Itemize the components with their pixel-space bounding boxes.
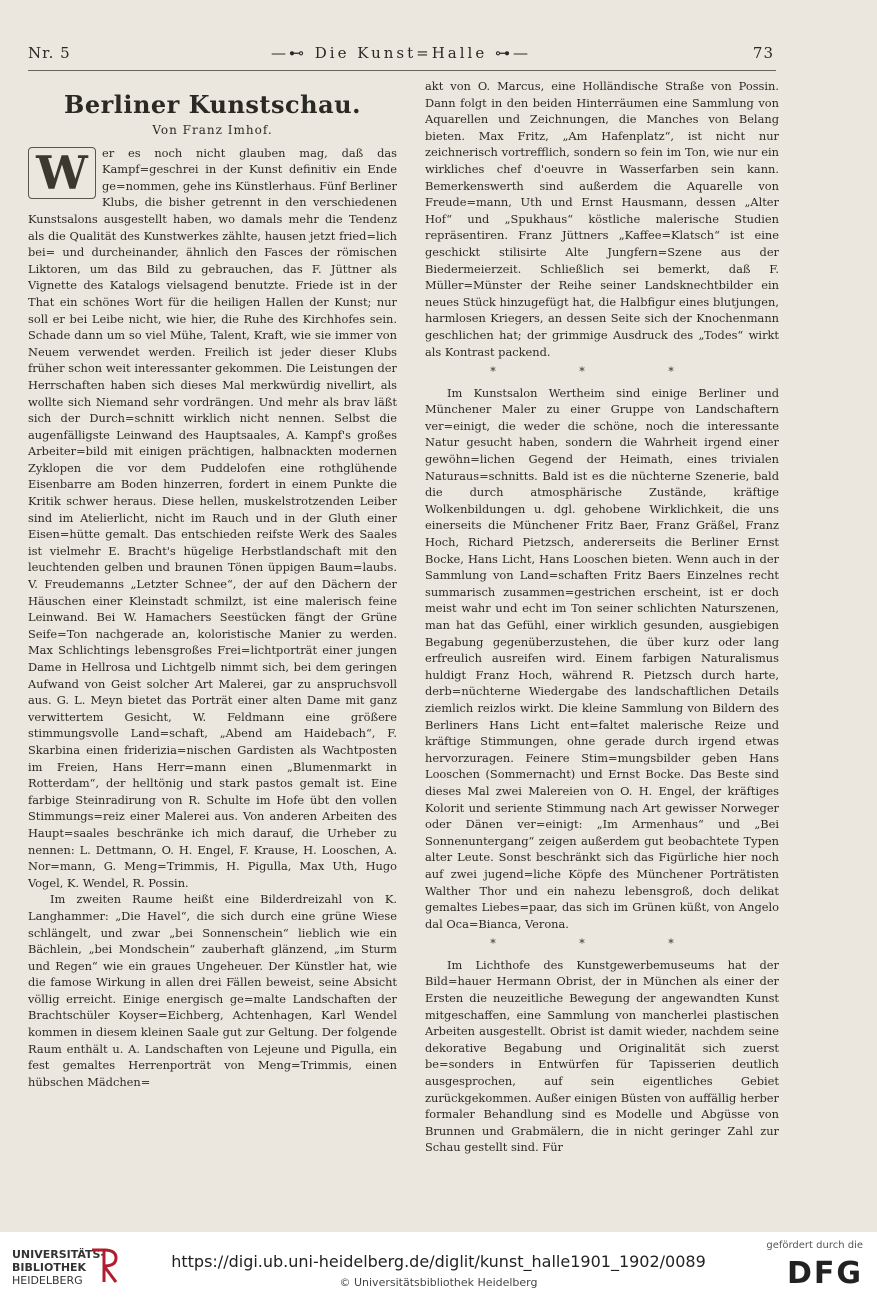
header-rule (28, 70, 776, 71)
article-title: Berliner Kunstschau. (64, 90, 361, 119)
funder-label: gefördert durch die (766, 1240, 863, 1251)
paragraph: Im Kunstsalon Wertheim sind einige Berliner und Münchener Maler zu einer Gruppe von Landschaftern ver=einigt, die weder die schöne, noch die interessante Natur gesucht haben, sondern die Wahrheit irgend einer gewöhn=lichen Gegend der Heimath, eines trivialen Naturaus=schnitts. Bald ist es die nüchterne Szenerie, bald die durch atmosphärische Zustände, kräftige Wolkenbildungen u. dgl. gehobene Wirklichkeit, die uns einerseits die Münchener Fritz Baer, Franz Gräßel, Franz Hoch, Richard Pietzsch, andererseits die Berliner Ernst Bocke, Hans Licht, Hans Looschen bieten. Wenn auch in der Sammlung von Land=schaften Fritz Baers Einzelnes recht summarisch zusammen=gestrichen erscheint, ist er doch meist wahr und echt im Ton seiner schlichten Naturszenen, man hat das Gefühl, einer wirklich gesunden, ausgiebigen Begabung gegenüberzustehen, die über kurz oder lang erfreulich ausreifen wird. Einem farbigen Naturalismus huldigt Franz Hoch, während R. Pietzsch durch harte, derb=nüchterne Wiedergabe des landschaftlichen Details ziemlich reizlos wirkt. Die kleine Sammlung von Bildern des Berliners Hans Licht ent=faltet malerische Reize und kräftige Stimmungen, ohne gerade durch irgend etwas hervorzuragen. Feinere Stim=mungsbilder geben Hans Looschen (Sommernacht) und Ernst Bocke. Das Beste sind dieses Mal zwei Malereien von O. H. Engel, der kräftiges Kolorit und seriente Stimmung nach Art gewisser Norweger oder Dänen ver=einigt: „Im Armenhaus“ und „Bei Sonnenuntergang“ zeigen außerdem gut beobachtete Typen alter Leute. Sonst beschränkt sich das Figürliche hier noch auf zwei jugend=liche Köpfe des Münchener Porträtisten Walther Thor und ein nahezu lebensgroß, doch delikat gemaltes Liebes=paar, das sich im Grünen küßt, von Angelo dal Oca=Bianca, Verona. (425, 385, 779, 931)
running-header (28, 44, 774, 68)
article-byline: Von Franz Imhof. (152, 123, 273, 137)
section-separator: * * * (490, 365, 714, 379)
permalink[interactable]: https://digi.ub.uni-heidelberg.de/diglit/kunst_halle1901_1902/0089 (171, 1252, 706, 1271)
issue-number: Nr. 5 (28, 44, 71, 62)
dfg-logo[interactable]: DFG (786, 1256, 863, 1291)
paragraph: akt von O. Marcus, eine Holländische Straße von Possin. Dann folgt in den beiden Hinterräumen eine Sammlung von Aquarellen und Zeichnungen, die Manches von Belang bieten. Max Fritz, „Am Hafenplatz“, ist nicht nur zeichnerisch vortrefflich, sondern so fein im Ton, wie nur ein wirkliches chef d'oeuvre in Wasserfarben sein kann. Bemerkenswerth sind außerdem die Aquarelle von Freude=mann, Uth und Ernst Hausmann, dessen „Alter Hof“ und „Spukhaus“ köstliche malerische Studien repräsentiren. Franz Jüttners „Kaffee=Klatsch“ ist eine geschickt stilisirte Alte Jungfern=Szene aus der Biedermeierzeit. Schließlich sei bemerkt, daß F. Müller=Münster der Reihe seiner Landsknechtbilder ein neues Stück hinzugefügt hat, die Halbfigur eines blutjungen, harmlosen Kriegers, an dessen Seite sich der Knochenmann geschlichen hat; der grimmige Ausdruck des „Todes“ wirkt als Kontrast packend. (425, 79, 779, 359)
viewer-footer (0, 1232, 877, 1300)
left-column (28, 78, 397, 1218)
journal-title: —⊷ Die Kunst=Halle ⊶— (271, 44, 531, 62)
library-name-line: UNIVERSITÄTS- (12, 1248, 106, 1261)
right-column (425, 78, 779, 1218)
paragraph: er es noch nicht glauben mag, daß das Kampf=geschrei in der Kunst definitiv ein Ende ge=nommen, gehe ins Künstlerhaus. Fünf Berliner Klubs, die bisher getrennt in den verschiedenen Kunstsalons ausgestellt haben, wo damals mehr die Tendenz als die Qualität des Kunstwerkes zählte, hausen jetzt fried=lich bei= und durcheinander, ähnlich den Fasces der römischen Liktoren, um das Bild zu gebrauchen, das F. Jüttner als Vignette des Katalogs vielsagend benutzte. Friede ist in der That ein schönes Wort für die heiligen Hallen der Kunst; nur soll er bei Leibe nicht, wie hier, die Ruhe des Kirchhofes sein. Schade dann um so viel Mühe, Talent, Kraft, wie sie immer von Neuem verwendet werden. Freilich ist jeder dieser Klubs früher schon weit interessanter gekommen. Die Leistungen der Herrschaften haben sich dieses Mal merkwürdig nivellirt, als wollte sich Niemand sehr vordrängen. Und mehr als brav läßt sich der Durch=schnitt wirklich nicht nennen. Selbst die augenfälligste Leinwand des Hauptsaales, A. Kampf's großes Arbeiter=bild mit einigen prächtigen, halbnackten modernen Zyklopen die vor dem Puddelofen eine rothglühende Eisenbarre am Boden hinzerren, fordert in einem Punkte die Kritik schwer heraus. Diese hellen, muskelstrotzenden Leiber sind im Atelierlicht, nicht im Rauch und in der Gluth einer Eisen=hütte gemalt. Das entschieden reifste Werk des Saales ist vielmehr E. Bracht's hügelige Herbstlandschaft mit den leuchtenden gelben und braunen Tönen üppigen Baum=laubs. V. Freudemanns „Letzter Schnee“, der auf den Dächern der Häuschen einer Kleinstadt schmilzt, ist eine malerisch feine Leinwand. Bei W. Hamachers Seestücken fängt der Grüne Seife=Ton nachgerade an, koloristische Manier zu werden. Max Schlichtings lebensgroßes Frei=lichtporträt einer jungen Dame in Hellrosa und Lichtgelb nimmt sich, bei dem geringen Aufwand von Geist solcher Art Malerei, gar zu anspruchsvoll aus. G. L. Meyn bietet das Porträt einer alten Dame mit ganz verwittertem Gesicht, W. Feldmann eine größere stimmungsvolle Land=schaft, „Abend am Haidebach“, F. Skarbina einen friderizia=nischen Gardisten als Wachtposten im Freien, Hans Herr=mann einen „Blumenmarkt in Rotterdam“, der helltönig und stark pastos gemalt ist. Eine farbige Steinradirung von R. Schulte im Hofe übt den vollen Stimmungs=reiz einer Malerei aus. Von anderen Arbeiten des Haupt=saales beschränke ich mich darauf, die Urheber zu nennen: L. Dettmann, O. H. Engel, F. Krause, H. Looschen, A. Nor=mann, G. Meng=Trimmis, H. Pigulla, Max Uth, Hugo Vogel, K. Wendel, R. Possin. (28, 145, 397, 890)
paragraph: Im zweiten Raume heißt eine Bilderdreizahl von K. Langhammer: „Die Havel“, die sich durch eine grüne Wiese schlängelt, und zwar „bei Sonnenschein“ lieblich wie ein Bächlein, „bei Mondschein“ zauberhaft glänzend, „im Sturm und Regen“ wie ein graues Ungeheuer. Der Künstler hat, wie die famose Wirkung in allen drei Fällen beweist, seine Absicht völlig erreicht. Einige energisch ge=malte Landschaften der Brachtschüler Koyser=Eichberg, Achtenhagen, Karl Wendel kommen in diesem kleinen Saale gut zur Geltung. Der folgende Raum enthält u. A. Landschaften von Lejeune und Pigulla, ein fest gemaltes Herrenporträt von Meng=Trimmis, einen hübschen Mädchen= (28, 892, 397, 1089)
paragraph: Im Lichthofe des Kunstgewerbemuseums hat der Bild=hauer Hermann Obrist, der in München als einer der Ersten die neuzeitliche Bewegung der angewandten Kunst mitgeschaffen, eine Sammlung von mancherlei plastischen Arbeiten ausgestellt. Obrist ist damit wieder, nachdem seine dekorative Begabung und Originalität sich zuerst be=sonders in Entwürfen für Tapisserien deutlich ausgesprochen, auf sein eigentliches Gebiet zurückgekommen. Außer einigen Büsten von auffällig herber formaler Behandlung sind es Modelle und Abgüsse von Brunnen und Grabmälern, die in nicht geringer Zahl zur Schau gestellt sind. Für (425, 957, 779, 1155)
section-separator: * * * (490, 937, 714, 951)
copyright-notice: © Universitätsbibliothek Heidelberg (339, 1276, 538, 1289)
ornamental-initial: W (28, 147, 96, 199)
library-name-line: HEIDELBERG (12, 1274, 83, 1287)
library-name-line: BIBLIOTHEK (12, 1261, 87, 1274)
page-number: 73 (752, 44, 774, 62)
